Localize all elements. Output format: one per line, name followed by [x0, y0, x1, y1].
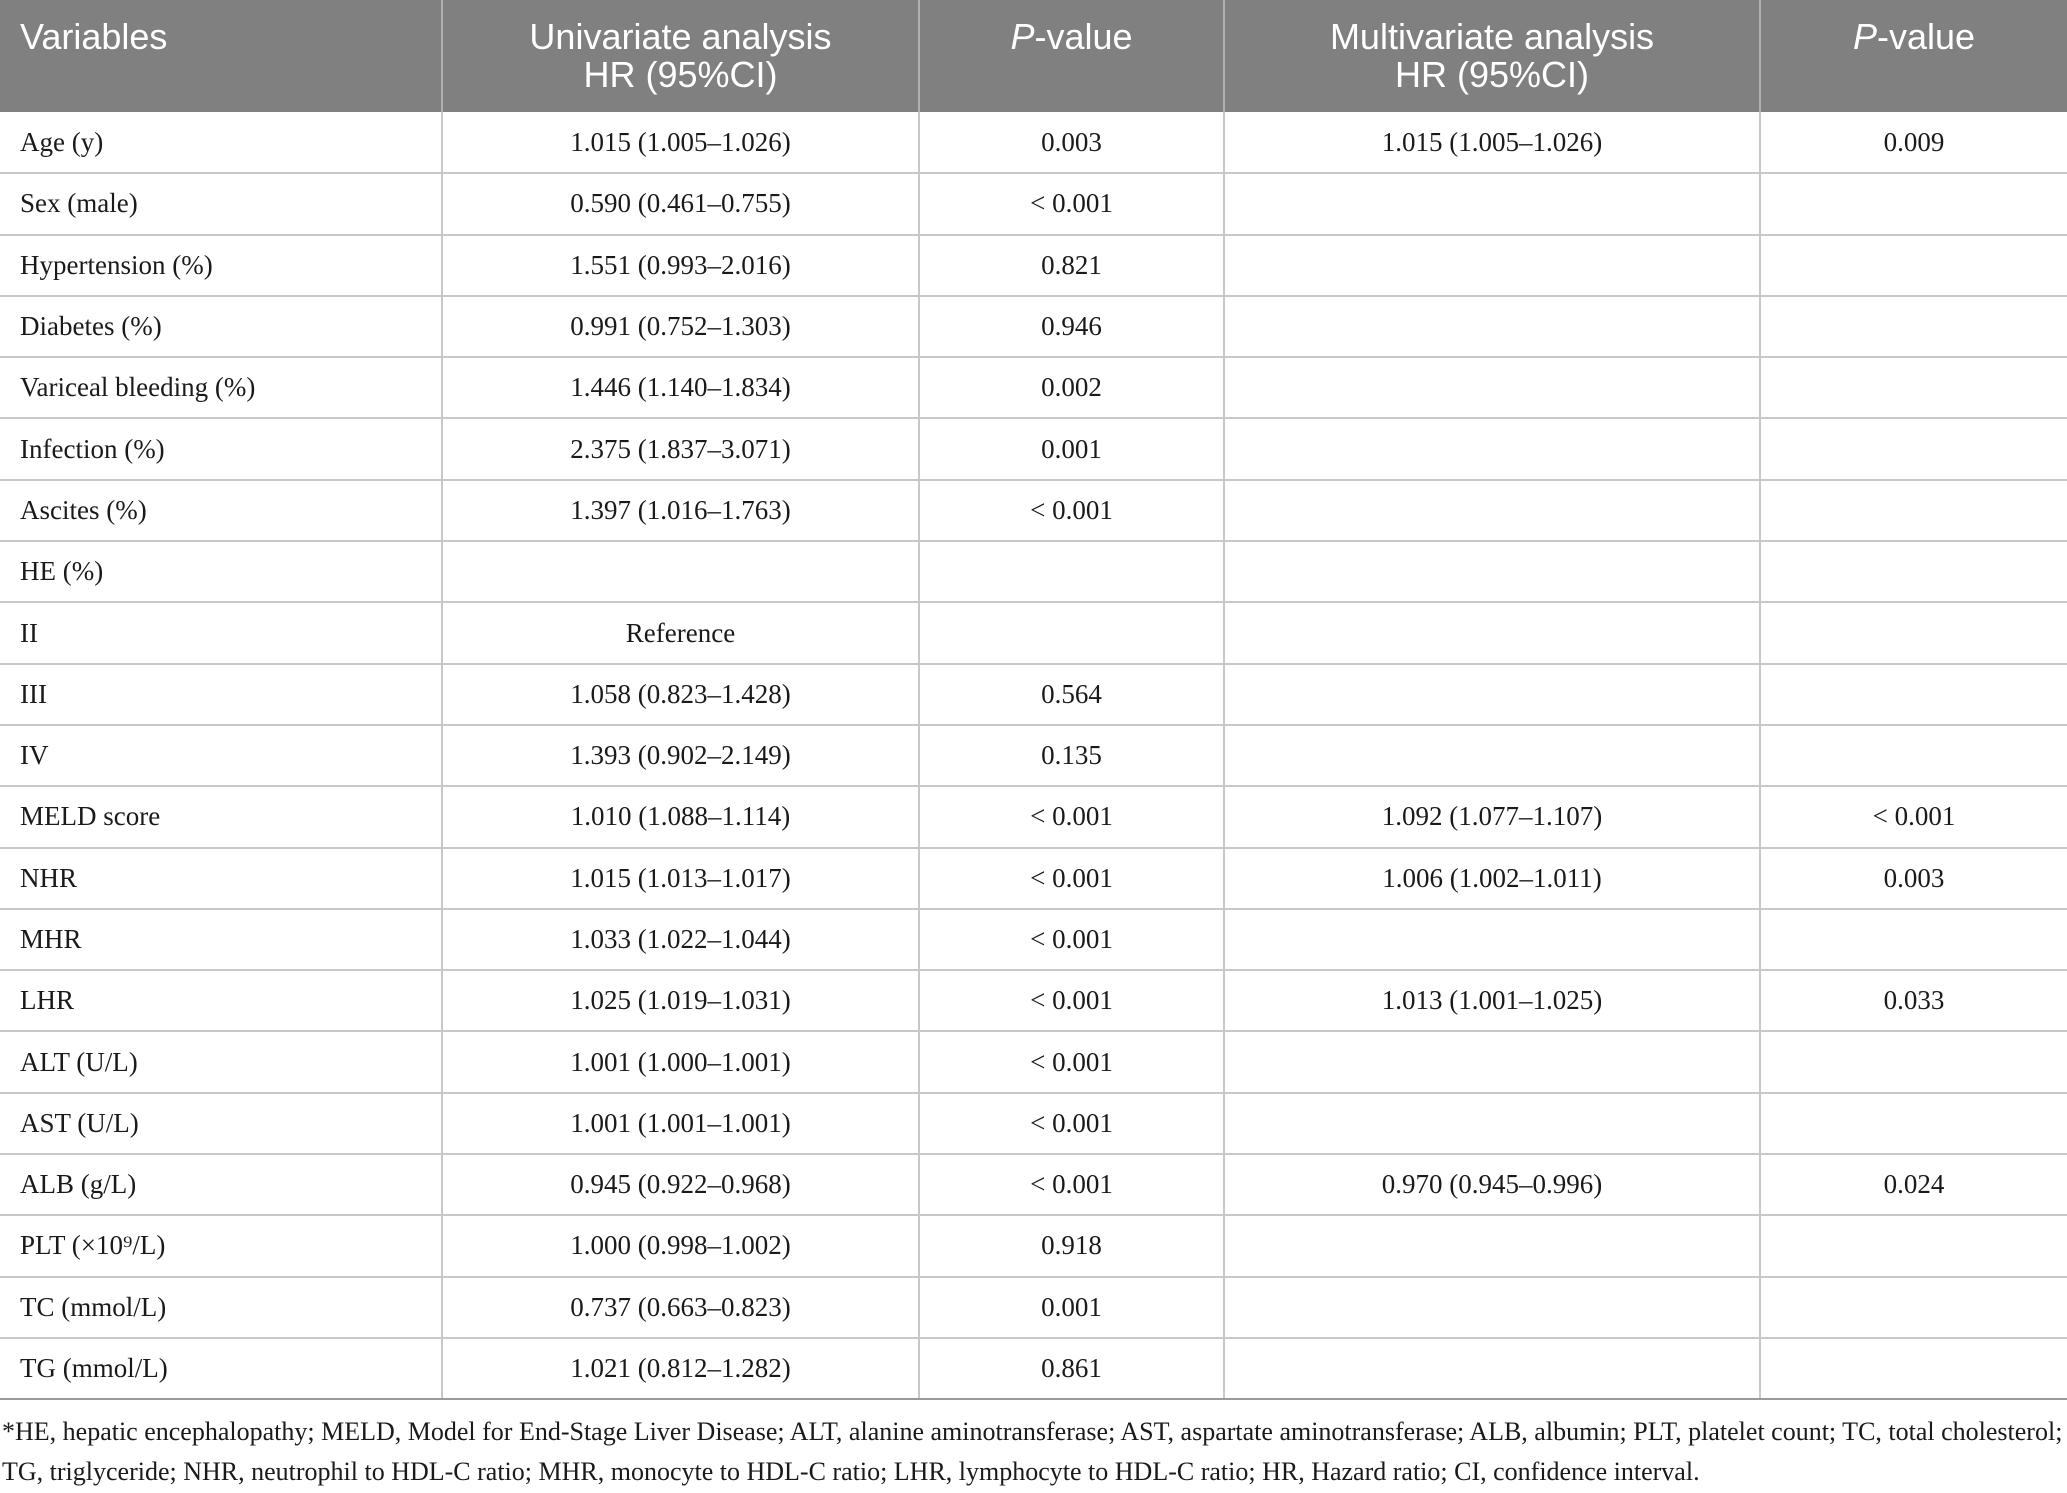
cell-multivariate-p — [1760, 480, 2067, 541]
cell-univariate-p: < 0.001 — [919, 1154, 1224, 1215]
cell-univariate-p: 0.003 — [919, 112, 1224, 173]
header-variables — [0, 0, 442, 112]
cell-variable: NHR — [0, 848, 442, 909]
header-univariate — [442, 0, 919, 112]
cell-univariate-p: < 0.001 — [919, 1031, 1224, 1092]
cell-univariate-hr: 2.375 (1.837–3.071) — [442, 418, 919, 479]
cell-variable: TG (mmol/L) — [0, 1338, 442, 1399]
cell-multivariate-p — [1760, 357, 2067, 418]
cell-multivariate-p: 0.033 — [1760, 970, 2067, 1031]
cell-univariate-hr: 1.058 (0.823–1.428) — [442, 664, 919, 725]
cell-univariate-p: < 0.001 — [919, 848, 1224, 909]
table-row — [0, 296, 2067, 357]
cell-variable: TC (mmol/L) — [0, 1277, 442, 1338]
cell-variable: ALB (g/L) — [0, 1154, 442, 1215]
cell-variable: Sex (male) — [0, 173, 442, 234]
cell-univariate-p: 0.946 — [919, 296, 1224, 357]
cell-variable: IV — [0, 725, 442, 786]
cell-multivariate-hr — [1224, 173, 1760, 234]
header-p-italic: P — [1852, 16, 1877, 57]
cell-univariate-hr: Reference — [442, 602, 919, 663]
table-header — [0, 0, 2067, 112]
cell-variable: III — [0, 664, 442, 725]
cell-variable: II — [0, 602, 442, 663]
cell-multivariate-hr: 1.006 (1.002–1.011) — [1224, 848, 1760, 909]
cell-multivariate-p — [1760, 664, 2067, 725]
cell-multivariate-hr — [1224, 235, 1760, 296]
cell-univariate-p: 0.861 — [919, 1338, 1224, 1399]
cell-multivariate-p — [1760, 725, 2067, 786]
table-row — [0, 173, 2067, 234]
cell-univariate-p: 0.821 — [919, 235, 1224, 296]
table-row — [0, 235, 2067, 296]
cell-multivariate-p: 0.024 — [1760, 1154, 2067, 1215]
cell-univariate-hr: 1.015 (1.005–1.026) — [442, 112, 919, 173]
cell-multivariate-p — [1760, 541, 2067, 602]
cell-multivariate-hr — [1224, 1031, 1760, 1092]
cell-univariate-hr: 1.025 (1.019–1.031) — [442, 970, 919, 1031]
header-p-value-univariate — [919, 0, 1224, 112]
cell-multivariate-hr: 1.092 (1.077–1.107) — [1224, 786, 1760, 847]
cell-variable: HE (%) — [0, 541, 442, 602]
table-footnote: *HE, hepatic encephalopathy; MELD, Model for End-Stage Liver Disease; ALT, alanine aminotransferase; AST, aspartate aminotransferase; ALB, albumin; PLT, platelet count; TC, total cholesterol; TG, triglyceride; NHR, neutrophil to HDL-C ratio; MHR, monocyte to HDL-C ratio; LHR, lymphocyte to HDL-C ratio; HR, Hazard ratio; CI, confidence interval. — [2, 1417, 2063, 1487]
cell-multivariate-p: 0.009 — [1760, 112, 2067, 173]
cell-univariate-p: < 0.001 — [919, 173, 1224, 234]
cell-multivariate-p — [1760, 1338, 2067, 1399]
cell-univariate-hr: 1.010 (1.088–1.114) — [442, 786, 919, 847]
header-variables-label: Variables — [20, 16, 168, 57]
cell-univariate-hr: 1.000 (0.998–1.002) — [442, 1215, 919, 1276]
cell-univariate-hr: 1.551 (0.993–2.016) — [442, 235, 919, 296]
header-row — [0, 0, 2067, 112]
cell-univariate-p: 0.564 — [919, 664, 1224, 725]
cell-univariate-hr: 1.021 (0.812–1.282) — [442, 1338, 919, 1399]
table-row — [0, 357, 2067, 418]
table-row — [0, 1215, 2067, 1276]
cell-univariate-hr: 1.001 (1.000–1.001) — [442, 1031, 919, 1092]
header-univariate-line1: Univariate analysis — [529, 16, 832, 57]
header-p-label: -value — [1876, 16, 1976, 57]
table-row — [0, 1031, 2067, 1092]
cell-univariate-p: < 0.001 — [919, 786, 1224, 847]
cell-univariate-hr: 0.590 (0.461–0.755) — [442, 173, 919, 234]
table-row — [0, 480, 2067, 541]
cell-univariate-hr: 1.446 (1.140–1.834) — [442, 357, 919, 418]
header-p-value-multivariate — [1760, 0, 2067, 112]
cell-univariate-p: 0.001 — [919, 418, 1224, 479]
cell-univariate-hr: 0.991 (0.752–1.303) — [442, 296, 919, 357]
cell-variable: Ascites (%) — [0, 480, 442, 541]
header-p-label: -value — [1034, 16, 1133, 57]
table-row — [0, 1338, 2067, 1399]
cell-univariate-hr: 1.001 (1.001–1.001) — [442, 1093, 919, 1154]
cell-multivariate-p — [1760, 1093, 2067, 1154]
cell-variable: PLT (×10⁹/L) — [0, 1215, 442, 1276]
cell-multivariate-hr — [1224, 602, 1760, 663]
cell-multivariate-p — [1760, 235, 2067, 296]
cell-multivariate-hr — [1224, 357, 1760, 418]
cell-variable: Diabetes (%) — [0, 296, 442, 357]
cell-univariate-hr: 0.945 (0.922–0.968) — [442, 1154, 919, 1215]
table-row — [0, 909, 2067, 970]
table-row — [0, 848, 2067, 909]
cell-univariate-hr: 1.033 (1.022–1.044) — [442, 909, 919, 970]
header-p-italic: P — [1010, 16, 1035, 57]
cell-univariate-p — [919, 541, 1224, 602]
cell-univariate-hr: 0.737 (0.663–0.823) — [442, 1277, 919, 1338]
table-row — [0, 1277, 2067, 1338]
cell-multivariate-hr — [1224, 541, 1760, 602]
cell-multivariate-hr — [1224, 909, 1760, 970]
cell-multivariate-p — [1760, 1215, 2067, 1276]
cell-multivariate-hr — [1224, 1277, 1760, 1338]
cell-variable: MHR — [0, 909, 442, 970]
cell-multivariate-p — [1760, 173, 2067, 234]
cell-multivariate-hr — [1224, 418, 1760, 479]
cell-multivariate-hr — [1224, 1338, 1760, 1399]
header-multivariate-line1: Multivariate analysis — [1329, 16, 1655, 57]
cell-univariate-p: 0.135 — [919, 725, 1224, 786]
table-row — [0, 418, 2067, 479]
cell-multivariate-p — [1760, 418, 2067, 479]
cell-multivariate-p — [1760, 296, 2067, 357]
cell-multivariate-hr: 0.970 (0.945–0.996) — [1224, 1154, 1760, 1215]
cell-multivariate-hr — [1224, 664, 1760, 725]
cell-univariate-hr: 1.393 (0.902–2.149) — [442, 725, 919, 786]
cell-multivariate-hr: 1.013 (1.001–1.025) — [1224, 970, 1760, 1031]
cell-univariate-hr: 1.397 (1.016–1.763) — [442, 480, 919, 541]
cell-multivariate-hr: 1.015 (1.005–1.026) — [1224, 112, 1760, 173]
cell-variable: Variceal bleeding (%) — [0, 357, 442, 418]
header-multivariate-line2: HR (95%CI) — [1394, 54, 1590, 95]
cell-univariate-p — [919, 602, 1224, 663]
cell-multivariate-p — [1760, 602, 2067, 663]
cell-variable: LHR — [0, 970, 442, 1031]
header-univariate-line2: HR (95%CI) — [583, 54, 778, 95]
cell-variable: Age (y) — [0, 112, 442, 173]
cell-multivariate-p — [1760, 909, 2067, 970]
cell-univariate-p: 0.001 — [919, 1277, 1224, 1338]
cell-univariate-p: < 0.001 — [919, 480, 1224, 541]
cell-multivariate-hr — [1224, 725, 1760, 786]
cell-multivariate-hr — [1224, 1093, 1760, 1154]
table-row — [0, 725, 2067, 786]
table-row — [0, 664, 2067, 725]
cell-variable: Infection (%) — [0, 418, 442, 479]
table-row — [0, 112, 2067, 173]
cell-multivariate-hr — [1224, 296, 1760, 357]
table-row — [0, 602, 2067, 663]
cell-univariate-p: < 0.001 — [919, 909, 1224, 970]
cell-multivariate-hr — [1224, 480, 1760, 541]
cell-variable: AST (U/L) — [0, 1093, 442, 1154]
table-row — [0, 541, 2067, 602]
cell-univariate-p: 0.918 — [919, 1215, 1224, 1276]
table-body — [0, 112, 2067, 1399]
cell-variable: Hypertension (%) — [0, 235, 442, 296]
table-row — [0, 970, 2067, 1031]
cell-variable: MELD score — [0, 786, 442, 847]
cell-multivariate-hr — [1224, 1215, 1760, 1276]
cell-multivariate-p: 0.003 — [1760, 848, 2067, 909]
table-row — [0, 786, 2067, 847]
cell-multivariate-p — [1760, 1031, 2067, 1092]
table-row — [0, 1093, 2067, 1154]
cell-univariate-p: < 0.001 — [919, 970, 1224, 1031]
cell-multivariate-p: < 0.001 — [1760, 786, 2067, 847]
cell-univariate-p: < 0.001 — [919, 1093, 1224, 1154]
cell-univariate-hr — [442, 541, 919, 602]
cell-multivariate-p — [1760, 1277, 2067, 1338]
cell-univariate-p: 0.002 — [919, 357, 1224, 418]
cell-variable: ALT (U/L) — [0, 1031, 442, 1092]
cell-univariate-hr: 1.015 (1.013–1.017) — [442, 848, 919, 909]
header-multivariate — [1224, 0, 1760, 112]
table-row — [0, 1154, 2067, 1215]
